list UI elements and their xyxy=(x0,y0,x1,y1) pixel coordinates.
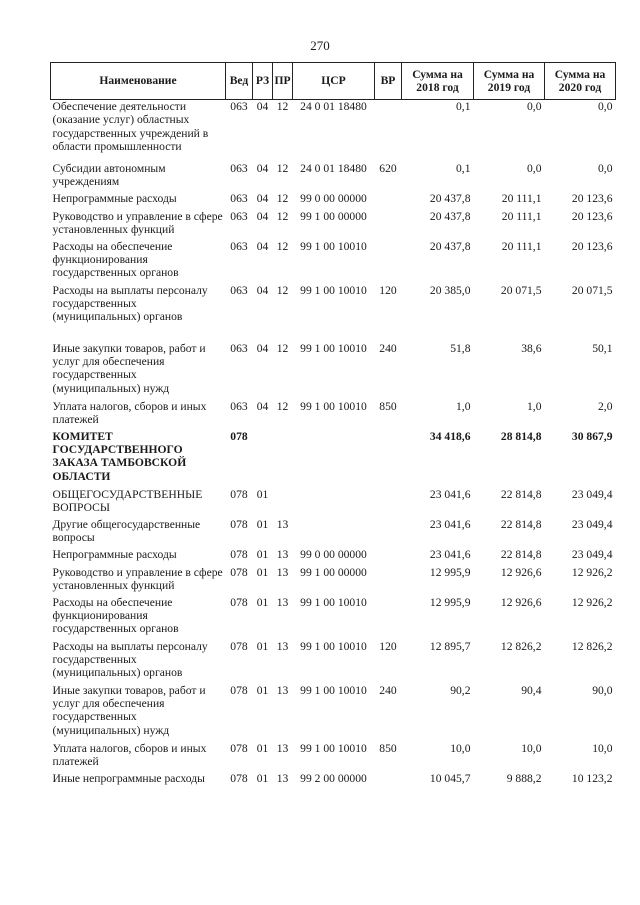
row-pr: 12 xyxy=(276,191,289,205)
row-rz: 04 xyxy=(256,161,269,175)
row-csr: 99 1 00 10010 xyxy=(300,741,367,755)
row-ved: 063 xyxy=(230,161,248,175)
header-name: Наименование xyxy=(51,63,226,100)
row-sum-2020: 90,0 xyxy=(592,683,613,697)
row-vr: 850 xyxy=(379,741,397,755)
row-rz: 01 xyxy=(256,595,269,609)
row-sum-2019: 28 814,8 xyxy=(500,429,542,443)
row-sum-2018: 1,0 xyxy=(456,399,471,413)
row-sum-2018: 23 041,6 xyxy=(429,517,471,531)
row-sum-2018: 23 041,6 xyxy=(429,487,471,501)
row-name: КОМИТЕТ ГОСУДАРСТВЕННОГО ЗАКАЗА ТАМБОВСКОЙ ОБЛАСТИ xyxy=(52,429,187,483)
row-sum-2019: 12 926,6 xyxy=(500,595,542,609)
row-rz: 01 xyxy=(256,771,269,785)
row-pr: 13 xyxy=(276,639,289,653)
row-pr: 12 xyxy=(276,209,289,223)
row-pr: 13 xyxy=(276,565,289,579)
row-ved: 063 xyxy=(230,209,248,223)
header-sum-2019: Сумма на 2019 год xyxy=(474,63,545,100)
row-name: Расходы на выплаты персоналу государственных (муниципальных) органов xyxy=(52,283,208,324)
row-csr xyxy=(293,488,375,518)
row-sum-2020: 2,0 xyxy=(598,399,613,413)
row-vr xyxy=(375,210,402,240)
row-sum-2019: 10,0 xyxy=(521,741,542,755)
row-vr xyxy=(375,772,402,802)
row-sum-2020: 12 826,2 xyxy=(571,639,613,653)
row-vr xyxy=(375,488,402,518)
row-csr: 99 1 00 10010 xyxy=(300,595,367,609)
row-ved: 063 xyxy=(230,100,248,113)
header-sum-2018: Сумма на 2018 год xyxy=(402,63,474,100)
row-ved: 078 xyxy=(230,517,248,531)
table-row xyxy=(51,430,616,488)
row-ved: 063 xyxy=(230,191,248,205)
row-vr xyxy=(375,100,402,162)
row-name: Руководство и управление в сфере установленных функций xyxy=(52,209,223,236)
row-rz: 01 xyxy=(256,487,269,501)
row-sum-2020: 20 123,6 xyxy=(571,191,613,205)
row-sum-2019: 20 111,1 xyxy=(501,191,542,205)
row-sum-2020: 20 123,6 xyxy=(571,239,613,253)
row-name: Иные закупки товаров, работ и услуг для обеспечения государственных (муниципальных) нужд xyxy=(52,683,206,737)
row-ved: 063 xyxy=(230,283,248,297)
row-sum-2018: 23 041,6 xyxy=(429,547,471,561)
row-sum-2019: 20 111,1 xyxy=(501,239,542,253)
row-csr: 99 1 00 00000 xyxy=(300,209,367,223)
table-row xyxy=(51,192,616,210)
row-sum-2019: 9 888,2 xyxy=(506,771,542,785)
row-name: Руководство и управление в сфере установленных функций xyxy=(52,565,223,592)
row-sum-2018: 10 045,7 xyxy=(429,771,471,785)
row-pr: 12 xyxy=(276,161,289,175)
row-rz: 01 xyxy=(256,741,269,755)
table-row xyxy=(51,596,616,640)
row-sum-2020: 12 926,2 xyxy=(571,595,613,609)
row-vr: 240 xyxy=(379,341,397,355)
row-sum-2019: 0,0 xyxy=(527,161,542,175)
row-name: Иные непрограммные расходы xyxy=(52,771,205,785)
row-rz: 01 xyxy=(256,565,269,579)
table-row xyxy=(51,100,616,162)
row-pr xyxy=(273,430,293,488)
row-pr: 13 xyxy=(276,771,289,785)
row-pr: 13 xyxy=(276,547,289,561)
row-rz: 01 xyxy=(256,517,269,531)
row-vr xyxy=(375,240,402,284)
row-vr: 240 xyxy=(379,683,397,697)
header-ved: Вед xyxy=(226,63,253,100)
row-pr: 13 xyxy=(276,595,289,609)
header-pr: ПР xyxy=(273,63,293,100)
row-sum-2019: 22 814,8 xyxy=(500,547,542,561)
row-csr: 99 1 00 10010 xyxy=(300,283,367,297)
budget-table xyxy=(50,62,616,802)
row-sum-2019: 12 926,6 xyxy=(500,565,542,579)
row-rz: 01 xyxy=(256,639,269,653)
header-sum-2020: Сумма на 2020 год xyxy=(545,63,616,100)
row-csr: 99 0 00 00000 xyxy=(300,191,367,205)
row-csr: 99 2 00 00000 xyxy=(300,771,367,785)
row-rz: 04 xyxy=(256,191,269,205)
row-sum-2018: 10,0 xyxy=(450,741,471,755)
row-sum-2018: 0,1 xyxy=(456,161,471,175)
row-ved: 078 xyxy=(230,429,248,443)
row-csr: 99 1 00 00000 xyxy=(300,565,367,579)
row-vr xyxy=(375,548,402,566)
row-vr: 120 xyxy=(379,639,397,653)
table-row xyxy=(51,488,616,518)
row-sum-2019: 1,0 xyxy=(527,399,542,413)
table-row xyxy=(51,210,616,240)
row-vr xyxy=(375,518,402,548)
row-rz: 04 xyxy=(256,399,269,413)
row-pr: 12 xyxy=(276,399,289,413)
row-vr: 850 xyxy=(379,399,397,413)
row-vr xyxy=(375,566,402,596)
row-rz: 04 xyxy=(256,209,269,223)
header-csr: ЦСР xyxy=(293,63,375,100)
row-rz: 04 xyxy=(256,341,269,355)
row-sum-2020: 50,1 xyxy=(592,341,613,355)
table-row xyxy=(51,684,616,742)
row-name: Иные закупки товаров, работ и услуг для обеспечения государственных (муниципальных) нужд xyxy=(52,341,206,395)
row-name: Другие общегосударственные вопросы xyxy=(52,517,201,544)
row-rz: 04 xyxy=(256,283,269,297)
table-row xyxy=(51,742,616,772)
table-row xyxy=(51,342,616,400)
row-sum-2019: 12 826,2 xyxy=(500,639,542,653)
row-sum-2018: 34 418,6 xyxy=(429,429,471,443)
row-csr: 99 0 00 00000 xyxy=(300,547,367,561)
row-csr: 24 0 01 18480 xyxy=(300,161,367,175)
row-name: Расходы на выплаты персоналу государственных (муниципальных) органов xyxy=(52,639,208,680)
row-ved: 078 xyxy=(230,595,248,609)
row-sum-2020: 20 071,5 xyxy=(571,283,613,297)
row-ved: 063 xyxy=(230,239,248,253)
row-pr: 12 xyxy=(276,239,289,253)
row-vr xyxy=(375,192,402,210)
row-sum-2020: 0,0 xyxy=(598,161,613,175)
row-sum-2019: 38,6 xyxy=(521,341,542,355)
table-row xyxy=(51,640,616,684)
row-pr: 13 xyxy=(276,683,289,697)
row-name: Расходы на обеспечение функционирования государственных органов xyxy=(52,239,179,280)
row-sum-2020: 10,0 xyxy=(592,741,613,755)
row-ved: 078 xyxy=(230,547,248,561)
row-pr: 12 xyxy=(276,100,289,113)
row-ved: 078 xyxy=(230,565,248,579)
row-pr: 13 xyxy=(276,517,289,531)
table-row xyxy=(51,548,616,566)
row-csr: 24 0 01 18480 xyxy=(300,100,367,113)
row-sum-2018: 51,8 xyxy=(450,341,471,355)
row-sum-2019: 20 071,5 xyxy=(500,283,542,297)
row-rz: 04 xyxy=(256,239,269,253)
row-vr: 120 xyxy=(379,283,397,297)
table-row xyxy=(51,284,616,342)
header-vr: ВР xyxy=(375,63,402,100)
table-row xyxy=(51,400,616,430)
row-ved: 063 xyxy=(230,341,248,355)
row-name: Непрограммные расходы xyxy=(52,191,177,205)
row-name: Непрограммные расходы xyxy=(52,547,177,561)
row-name: Уплата налогов, сборов и иных платежей xyxy=(52,741,207,768)
row-csr: 99 1 00 10010 xyxy=(300,639,367,653)
row-sum-2018: 20 385,0 xyxy=(429,283,471,297)
row-csr: 99 1 00 10010 xyxy=(300,341,367,355)
row-sum-2020: 20 123,6 xyxy=(571,209,613,223)
row-ved: 078 xyxy=(230,771,248,785)
row-sum-2020: 23 049,4 xyxy=(571,487,613,501)
row-ved: 078 xyxy=(230,683,248,697)
row-csr: 99 1 00 10010 xyxy=(300,239,367,253)
row-vr: 620 xyxy=(379,161,397,175)
table-row xyxy=(51,566,616,596)
row-ved: 078 xyxy=(230,741,248,755)
row-sum-2018: 12 995,9 xyxy=(429,565,471,579)
row-sum-2020: 23 049,4 xyxy=(571,517,613,531)
row-sum-2020: 23 049,4 xyxy=(571,547,613,561)
row-ved: 078 xyxy=(230,639,248,653)
row-ved: 063 xyxy=(230,399,248,413)
row-name: Субсидии автономным учреждениям xyxy=(52,161,166,188)
row-sum-2020: 30 867,9 xyxy=(571,429,613,443)
row-rz: 01 xyxy=(256,547,269,561)
row-sum-2019: 20 111,1 xyxy=(501,209,542,223)
row-name: Расходы на обеспечение функционирования государственных органов xyxy=(52,595,179,636)
row-sum-2018: 90,2 xyxy=(450,683,471,697)
row-sum-2019: 22 814,8 xyxy=(500,517,542,531)
row-csr: 99 1 00 10010 xyxy=(300,399,367,413)
row-name: Обеспечение деятельности (оказание услуг) областных государственных учреждений в области промышленности xyxy=(52,100,209,154)
row-pr: 12 xyxy=(276,283,289,297)
row-rz: 01 xyxy=(256,683,269,697)
row-sum-2018: 0,1 xyxy=(456,100,471,113)
table-row xyxy=(51,518,616,548)
row-pr: 13 xyxy=(276,741,289,755)
page-number: 270 xyxy=(310,38,330,53)
table-header-row xyxy=(51,63,616,100)
row-ved: 078 xyxy=(230,487,248,501)
row-sum-2020: 12 926,2 xyxy=(571,565,613,579)
row-csr xyxy=(293,518,375,548)
row-vr xyxy=(375,430,402,488)
row-name: ОБЩЕГОСУДАРСТВЕННЫЕ ВОПРОСЫ xyxy=(52,487,203,514)
table-row xyxy=(51,162,616,192)
row-sum-2018: 20 437,8 xyxy=(429,209,471,223)
row-sum-2019: 0,0 xyxy=(527,100,542,113)
row-vr xyxy=(375,596,402,640)
row-pr: 12 xyxy=(276,341,289,355)
table-body xyxy=(51,100,616,802)
row-csr: 99 1 00 10010 xyxy=(300,683,367,697)
header-rz: РЗ xyxy=(253,63,273,100)
row-sum-2018: 12 895,7 xyxy=(429,639,471,653)
row-sum-2018: 20 437,8 xyxy=(429,191,471,205)
table-row xyxy=(51,240,616,284)
row-sum-2020: 10 123,2 xyxy=(571,771,613,785)
row-rz xyxy=(253,430,273,488)
row-rz: 04 xyxy=(256,100,269,113)
row-pr xyxy=(273,488,293,518)
row-sum-2019: 90,4 xyxy=(521,683,542,697)
row-sum-2019: 22 814,8 xyxy=(500,487,542,501)
row-sum-2018: 12 995,9 xyxy=(429,595,471,609)
row-sum-2018: 20 437,8 xyxy=(429,239,471,253)
row-csr xyxy=(293,430,375,488)
row-sum-2020: 0,0 xyxy=(598,100,613,113)
table-row xyxy=(51,772,616,802)
row-name: Уплата налогов, сборов и иных платежей xyxy=(52,399,207,426)
